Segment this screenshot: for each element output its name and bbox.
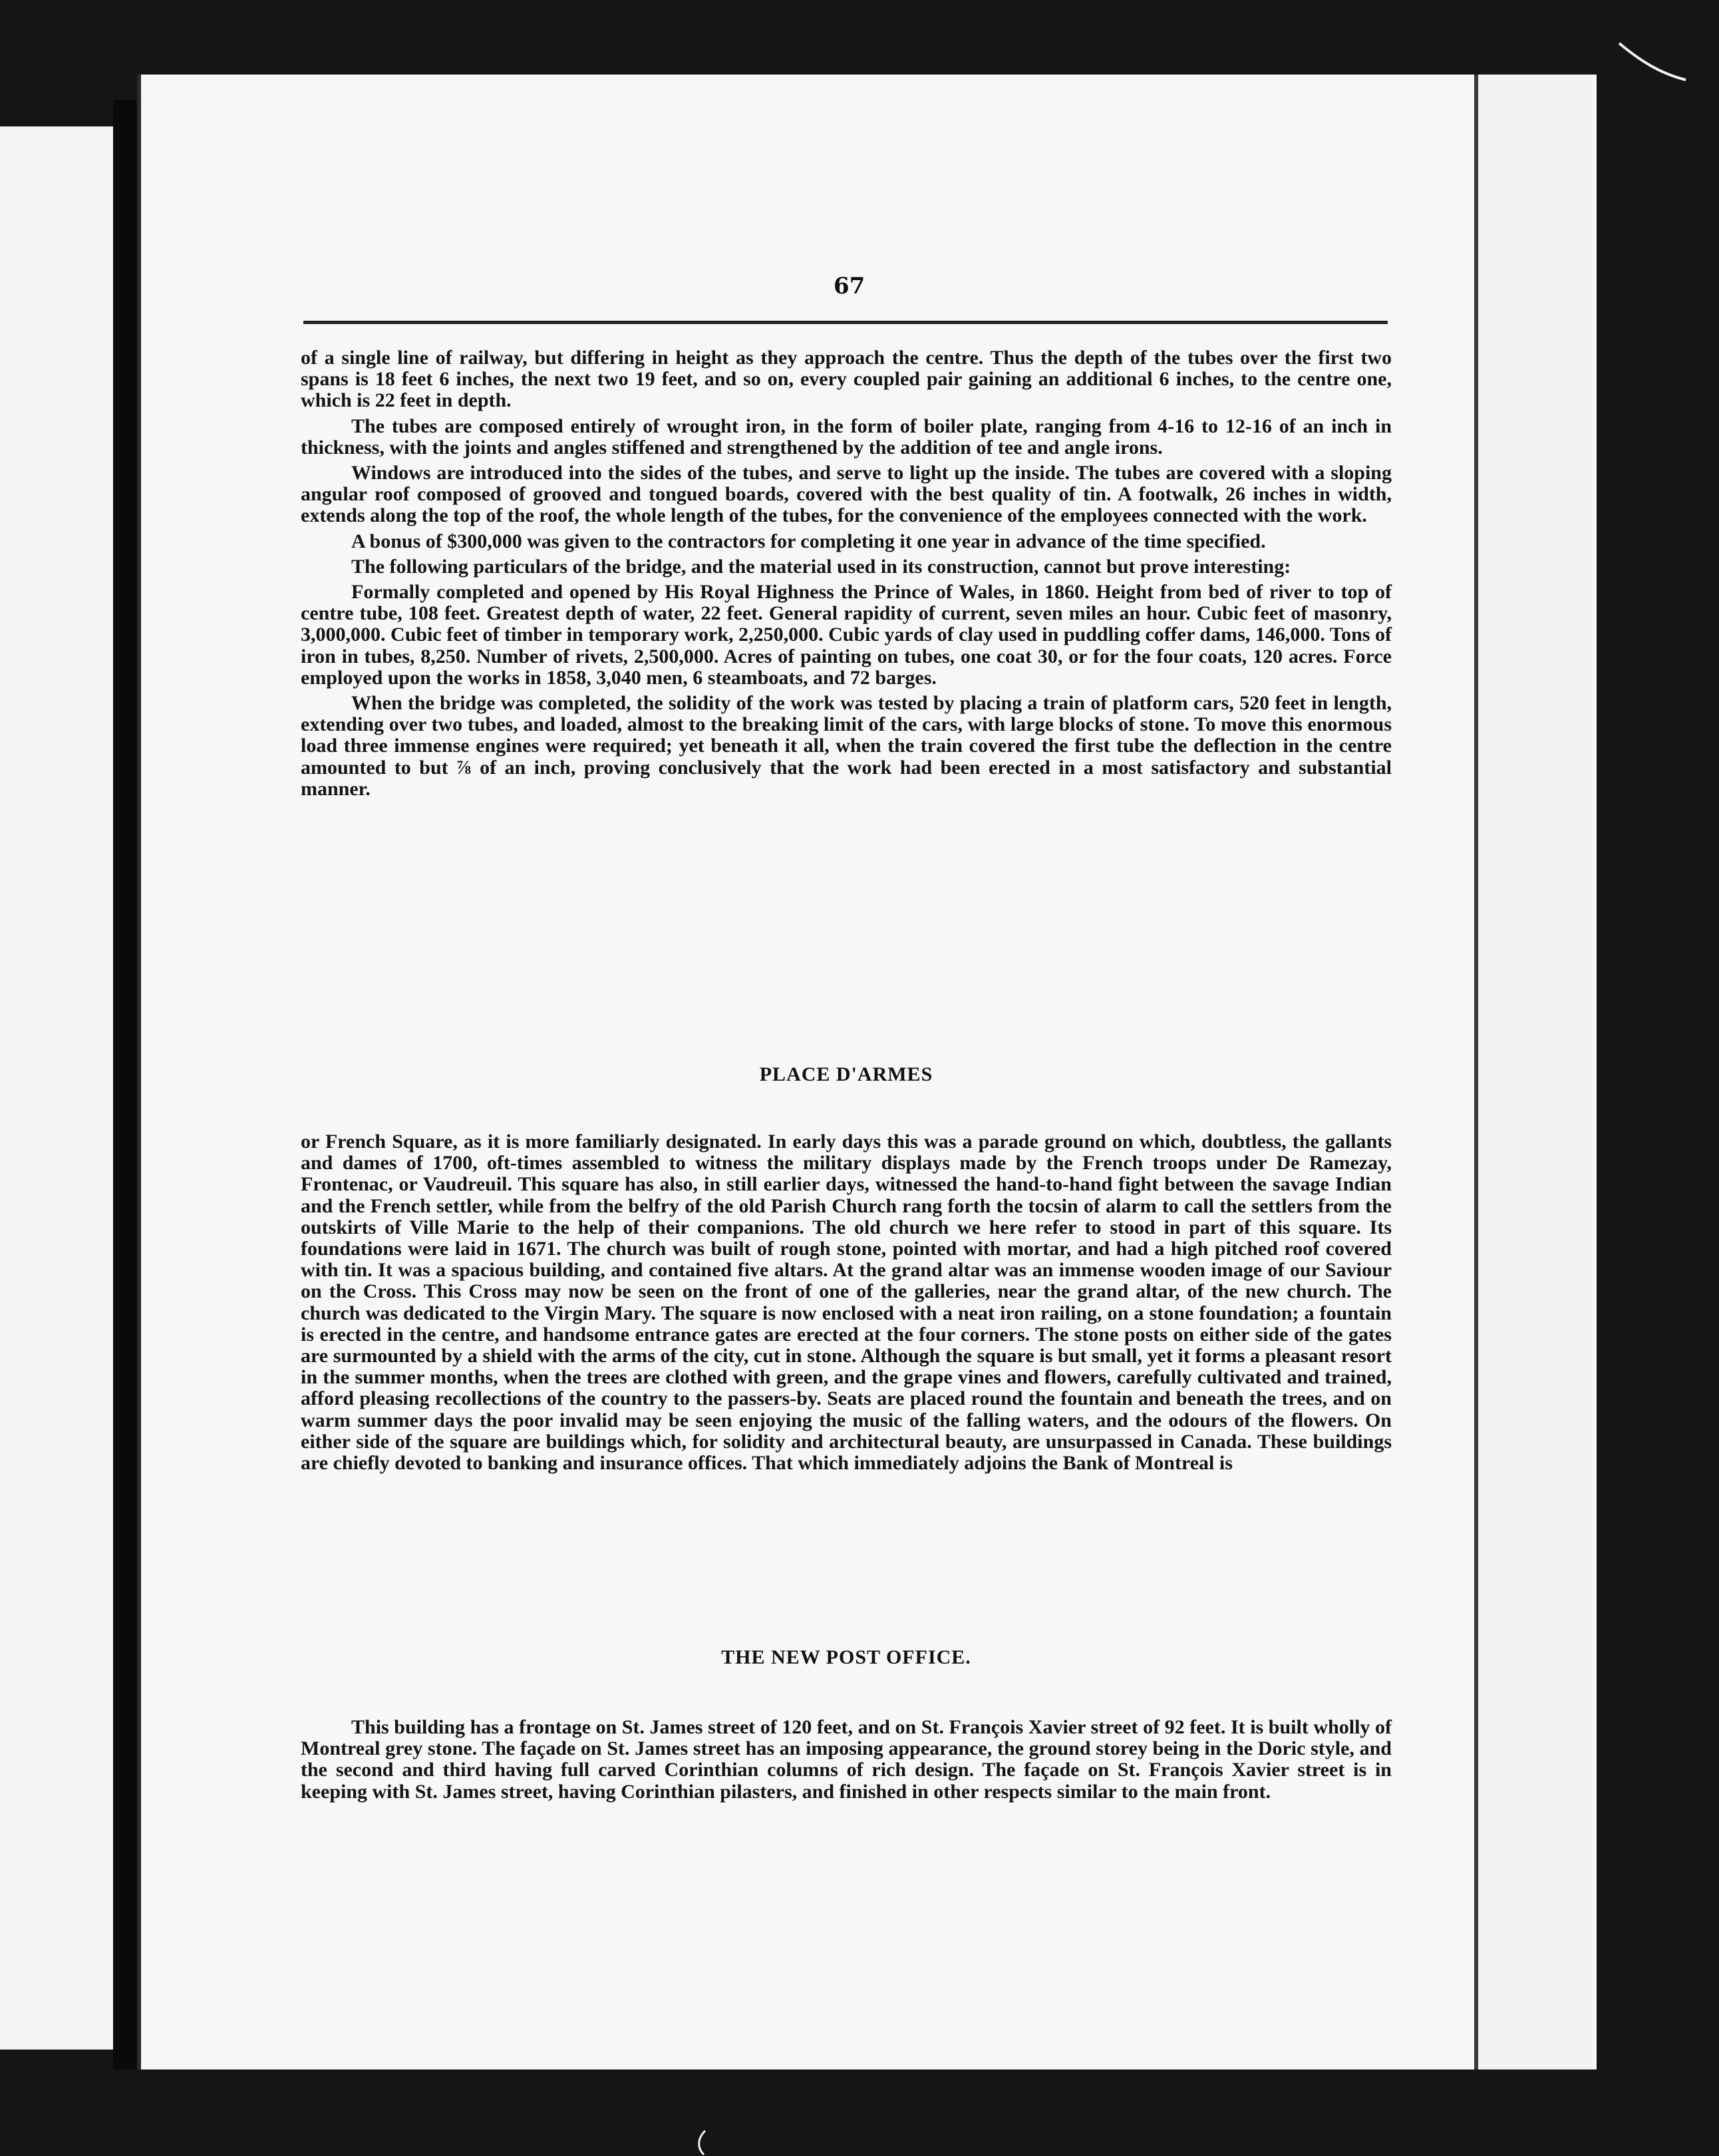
paragraph: A bonus of $300,000 was given to the contractors for completing it one year in advance of the time specified.: [351, 530, 1266, 552]
scan-corner-artifact: [1613, 40, 1692, 93]
paragraph: of a single line of railway, but differing in height as they approach the centre. Thus the depth of the tubes over the first two spans is 18 feet 6 inches, the next two 19 feet, and so on, every coupled pair gaining an additional 6 inches, to the centre one, which is 22 feet in depth.: [301, 347, 1392, 412]
paragraph: Windows are introduced into the sides of the tubes, and serve to light up the inside. The tubes are covered with a sloping angular roof composed of grooved and tongued boards, covered with the best quality of tin. A footwalk, 26 inches in width, extends along the top of the roof, the whole length of the tubes, for the convenience of the employees connected with the work.: [301, 462, 1392, 527]
paragraph: The tubes are composed entirely of wrought iron, in the form of boiler plate, ranging from 4-16 to 12-16 of an inch in thickness, with the joints and angles stiffened and strengthened by the addition of tee and angle irons.: [301, 415, 1392, 458]
book-gutter: [113, 100, 140, 2069]
facing-page-edge: [0, 126, 113, 2050]
paragraph: This building has a frontage on St. James street of 120 feet, and on St. François Xavier street of 92 feet. It is built wholly of Montreal grey stone. The façade on St. James street has an imposing appearance, the ground storey being in the Doric style, and the second and third having full carved Corinthian columns of rich design. The façade on St. François Xavier street is in keeping with St. James street, having Corinthian pilasters, and finished in other respects similar to the main front.: [301, 1716, 1392, 1803]
post-office-section: [301, 1717, 1392, 1807]
page-number: 67: [834, 273, 865, 299]
paragraph: When the bridge was completed, the solidity of the work was tested by placing a train of platform cars, 520 feet in length, extending over two tubes, and loaded, almost to the breaking limit of the cars, with large blocks of stone. To move this enormous load three immense engines were required; yet beneath it all, when the train covered the first tube the deflection in the centre amounted to but ⅞ of an inch, proving conclusively that the work had been erected in a most satisfactory and substantial manner.: [301, 692, 1392, 800]
paragraph: The following particulars of the bridge, and the material used in its construction, cannot but prove interesting:: [351, 555, 1291, 578]
header-rule: [303, 321, 1388, 324]
section-heading-post-office: THE NEW POST OFFICE.: [721, 1646, 971, 1668]
scan-bottom-artifact: [692, 2129, 712, 2156]
place-darmes-section: [301, 1131, 1392, 1478]
page-fold-line: [1474, 75, 1478, 2069]
bridge-section: [301, 347, 1392, 804]
paragraph: or French Square, as it is more familiarly designated. In early days this was a parade ground on which, doubtless, the gallants and dames of 1700, oft-times assembled to witness the military displays made by the French troops under De Ramezay, Frontenac, or Vaudreuil. This square has also, in still earlier days, witnessed the hand-to-hand fight between the savage Indian and the French settler, while from the belfry of the old Parish Church rang forth the tocsin of alarm to call the settlers from the outskirts of Ville Marie to the help of their companions. The old church we here refer to stood in part of this square. Its foundations were laid in 1671. The church was built of rough stone, pointed with mortar, and had a high pitched roof covered with tin. It was a spacious building, and contained five altars. At the grand altar was an immense wooden image of our Saviour on the Cross. This Cross may now be seen on the front of one of the galleries, near the grand altar, of the new church. The church was dedicated to the Virgin Mary. The square is now enclosed with a neat iron railing, on a stone foundation; a fountain is erected in the centre, and handsome entrance gates are erected at the four corners. The stone posts on either side of the gates are surmounted by a shield with the arms of the city, cut in stone. Although the square is but small, yet it forms a pleasant resort in the summer months, when the trees are clothed with green, and the grape vines and flowers, carefully cultivated and trained, afford pleasing recollections of the country to the passers-by. Seats are placed round the fountain and beneath the trees, and on warm summer days the poor invalid may be seen enjoying the music of the falling waters, and the odours of the flowers. On either side of the square are buildings which, for solidity and architectural beauty, are unsurpassed in Canada. These buildings are chiefly devoted to banking and insurance offices. That which immediately adjoins the Bank of Montreal is: [301, 1131, 1392, 1475]
section-heading-place-darmes: PLACE D'ARMES: [759, 1063, 933, 1085]
paragraph: Formally completed and opened by His Royal Highness the Prince of Wales, in 1860. Height from bed of river to top of centre tube, 108 feet. Greatest depth of water, 22 feet. General rapidity of current, seven miles an hour. Cubic feet of masonry, 3,000,000. Cubic feet of timber in temporary work, 2,250,000. Cubic yards of clay used in puddling coffer dams, 146,000. Tons of iron in tubes, 8,250. Number of rivets, 2,500,000. Acres of painting on tubes, one coat 30, or for the four coats, 120 acres. Force employed upon the works in 1858, 3,040 men, 6 steamboats, and 72 barges.: [301, 581, 1392, 689]
page-right-margin: [1478, 75, 1593, 2069]
